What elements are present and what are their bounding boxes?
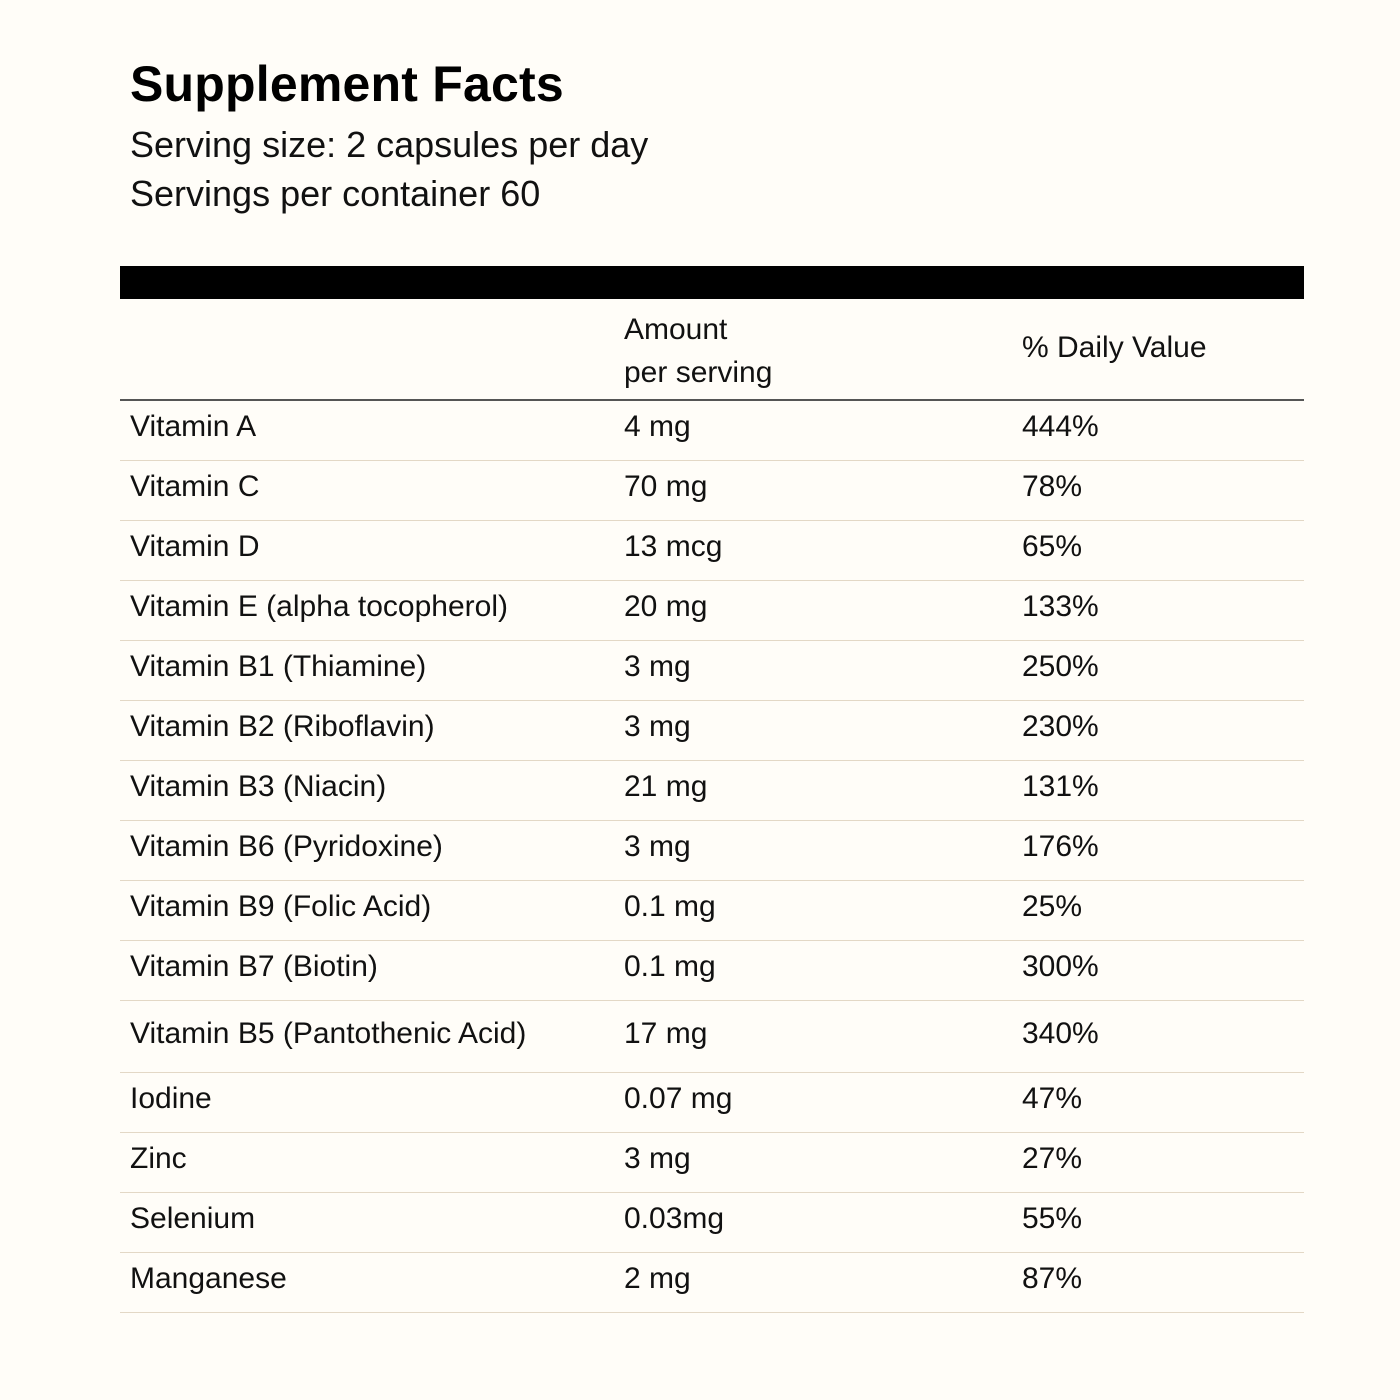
table-row — [120, 521, 1304, 581]
page-title: Supplement Facts — [130, 56, 564, 112]
nutrient-daily-value: 444% — [1022, 410, 1099, 443]
nutrient-amount: 20 mg — [624, 590, 708, 623]
nutrient-daily-value: 27% — [1022, 1142, 1083, 1175]
nutrient-name: Vitamin B1 (Thiamine) — [130, 650, 427, 683]
nutrient-name: Vitamin B9 (Folic Acid) — [130, 890, 432, 923]
nutrient-name: Vitamin C — [130, 470, 260, 503]
nutrient-name: Vitamin A — [130, 410, 257, 443]
table-header — [120, 299, 1304, 401]
nutrient-daily-value: 25% — [1022, 890, 1083, 923]
nutrient-amount: 3 mg — [624, 710, 691, 743]
nutrient-daily-value: 65% — [1022, 530, 1083, 563]
nutrient-amount: 70 mg — [624, 470, 708, 503]
nutrient-daily-value: 133% — [1022, 590, 1099, 623]
facts-header — [130, 54, 648, 218]
nutrient-daily-value: 78% — [1022, 470, 1083, 503]
table-row — [120, 1253, 1304, 1313]
nutrient-amount: 21 mg — [624, 770, 708, 803]
table-row — [120, 461, 1304, 521]
column-header-daily-value: % Daily Value — [1022, 331, 1207, 364]
nutrient-amount: 0.1 mg — [624, 950, 716, 983]
nutrient-daily-value: 230% — [1022, 710, 1099, 743]
nutrient-name: Zinc — [130, 1142, 187, 1175]
nutrient-amount: 2 mg — [624, 1262, 691, 1295]
servings-per-container: Servings per container 60 — [130, 173, 541, 214]
table-row — [120, 641, 1304, 701]
table-row — [120, 1001, 1304, 1073]
serving-size: Serving size: 2 capsules per day — [130, 124, 649, 165]
header-divider-bar — [120, 266, 1304, 299]
nutrient-daily-value: 176% — [1022, 830, 1099, 863]
nutrient-daily-value: 47% — [1022, 1082, 1083, 1115]
nutrient-name: Vitamin B6 (Pyridoxine) — [130, 830, 443, 863]
nutrient-amount: 3 mg — [624, 830, 691, 863]
nutrient-amount: 0.03mg — [624, 1202, 725, 1235]
facts-table — [120, 299, 1304, 1313]
table-row — [120, 761, 1304, 821]
table-row — [120, 941, 1304, 1001]
nutrient-name: Vitamin B7 (Biotin) — [130, 950, 378, 983]
nutrient-name: Selenium — [130, 1202, 256, 1235]
column-header-amount — [624, 308, 772, 394]
column-header-amount-line1: Amount — [624, 313, 728, 346]
nutrient-amount: 17 mg — [624, 1017, 708, 1050]
nutrient-daily-value: 87% — [1022, 1262, 1083, 1295]
table-row — [120, 881, 1304, 941]
table-row — [120, 1133, 1304, 1193]
nutrient-amount: 0.1 mg — [624, 890, 716, 923]
table-row — [120, 701, 1304, 761]
nutrient-daily-value: 55% — [1022, 1202, 1083, 1235]
nutrient-amount: 0.07 mg — [624, 1082, 733, 1115]
column-header-amount-line2: per serving — [624, 356, 773, 389]
table-row — [120, 401, 1304, 461]
nutrient-daily-value: 340% — [1022, 1017, 1099, 1050]
nutrient-name: Vitamin B5 (Pantothenic Acid) — [130, 1017, 527, 1050]
nutrient-daily-value: 131% — [1022, 770, 1099, 803]
nutrient-name: Iodine — [130, 1082, 212, 1115]
nutrient-name: Vitamin B2 (Riboflavin) — [130, 710, 435, 743]
nutrient-amount: 3 mg — [624, 650, 691, 683]
table-row — [120, 1193, 1304, 1253]
nutrient-amount: 4 mg — [624, 410, 691, 443]
table-row — [120, 821, 1304, 881]
nutrient-daily-value: 250% — [1022, 650, 1099, 683]
nutrient-daily-value: 300% — [1022, 950, 1099, 983]
table-row — [120, 581, 1304, 641]
table-row — [120, 1073, 1304, 1133]
nutrient-amount: 13 mcg — [624, 530, 723, 563]
nutrient-name: Manganese — [130, 1262, 287, 1295]
nutrient-name: Vitamin E (alpha tocopherol) — [130, 590, 508, 623]
nutrient-name: Vitamin B3 (Niacin) — [130, 770, 387, 803]
nutrient-name: Vitamin D — [130, 530, 260, 563]
nutrient-amount: 3 mg — [624, 1142, 691, 1175]
